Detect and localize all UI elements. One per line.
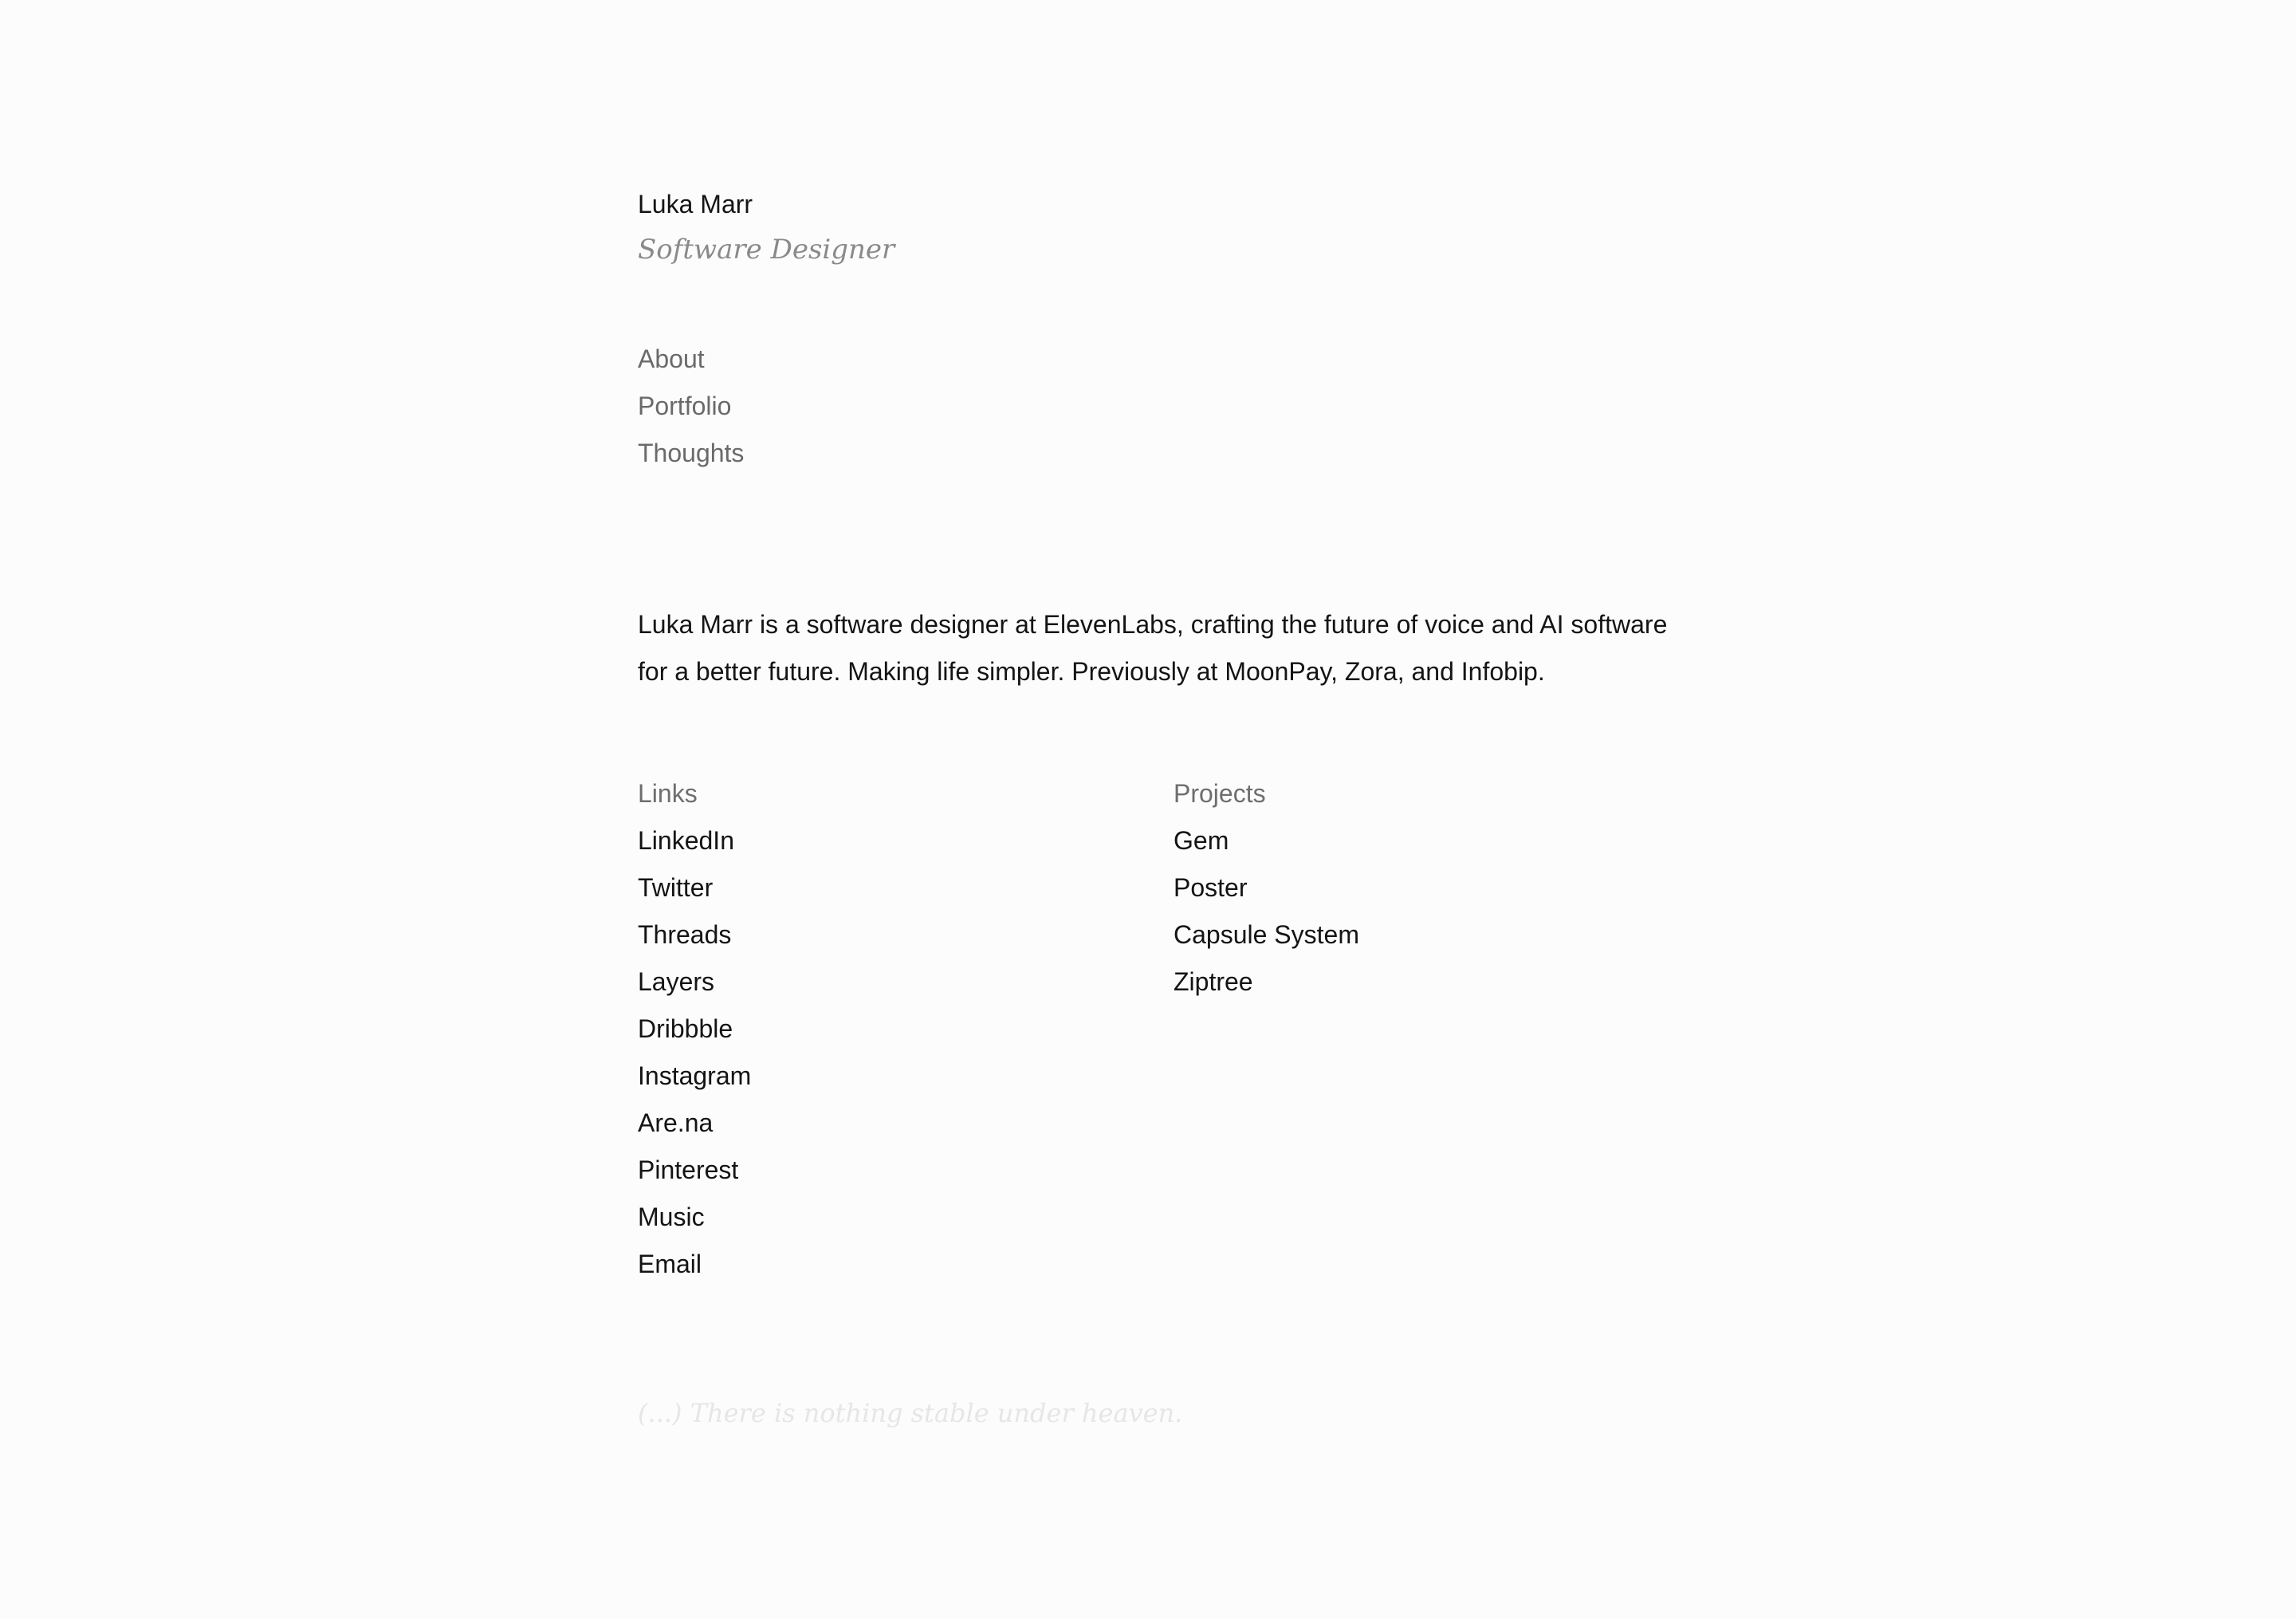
link-threads[interactable]: Threads (638, 920, 732, 949)
links-list (638, 770, 751, 1288)
link-pinterest[interactable]: Pinterest (638, 1155, 739, 1184)
site-owner-role: Software Designer (638, 234, 895, 266)
link-music[interactable]: Music (638, 1203, 705, 1231)
project-ziptree[interactable]: Ziptree (1174, 967, 1253, 996)
projects-heading: Projects (1174, 779, 1266, 808)
link-instagram[interactable]: Instagram (638, 1061, 752, 1090)
link-dribbble[interactable]: Dribbble (638, 1014, 733, 1043)
project-capsule-system[interactable]: Capsule System (1174, 920, 1359, 949)
link-arena[interactable]: Are.na (638, 1108, 714, 1137)
link-email[interactable]: Email (638, 1250, 702, 1278)
footer-quote: (...) There is nothing stable under heaven. (638, 1398, 1183, 1428)
project-poster[interactable]: Poster (1174, 873, 1248, 902)
bio-paragraph: Luka Marr is a software designer at ElevenLabs, crafting the future of voice and AI software for a better future. Making life simpler. Previously at MoonPay, Zora, and Infobip. (638, 610, 1668, 686)
nav-item-thoughts[interactable]: Thoughts (638, 439, 745, 467)
nav-item-about[interactable]: About (638, 344, 705, 373)
link-linkedin[interactable]: LinkedIn (638, 826, 734, 855)
link-layers[interactable]: Layers (638, 967, 715, 996)
nav-item-portfolio[interactable]: Portfolio (638, 392, 732, 420)
main-nav (638, 336, 744, 477)
projects-list (1174, 770, 1359, 1006)
link-twitter[interactable]: Twitter (638, 873, 714, 902)
links-heading: Links (638, 779, 698, 808)
project-gem[interactable]: Gem (1174, 826, 1229, 855)
site-owner-name: Luka Marr (638, 190, 753, 218)
